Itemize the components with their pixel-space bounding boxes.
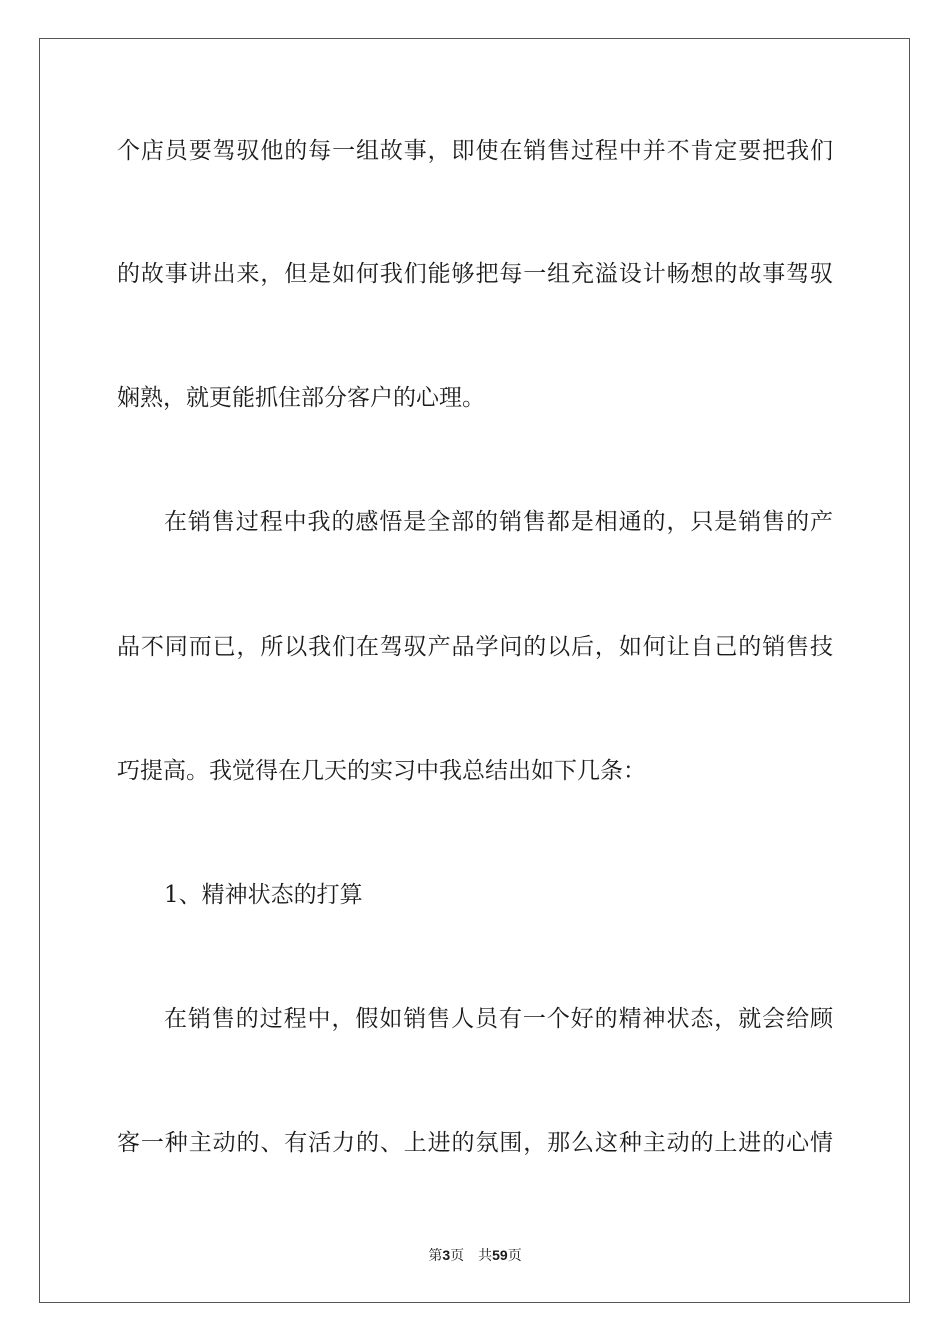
body-line-6: 巧提高。我觉得在几天的实习中我总结出如下几条：	[117, 758, 646, 784]
body-line-8: 在销售的过程中，假如销售人员有一个好的精神状态，就会给顾	[164, 1006, 833, 1032]
page-border	[39, 38, 910, 1303]
body-line-3: 娴熟，就更能抓住部分客户的心理。	[117, 385, 485, 411]
body-line-2: 的故事讲出来，但是如何我们能够把每一组充溢设计畅想的故事驾驭	[117, 261, 833, 287]
body-line-1: 个店员要驾驭他的每一组故事，即使在销售过程中并不肯定要把我们	[117, 138, 833, 164]
body-line-9: 客一种主动的、有活力的、上进的氛围，那么这种主动的上进的心情	[117, 1130, 833, 1156]
section-heading: 1、精神状态的打算	[164, 882, 363, 908]
total-prefix: 共	[478, 1248, 493, 1264]
page-suffix: 页	[450, 1248, 465, 1264]
page-number: 3	[442, 1247, 451, 1263]
total-pages: 59	[492, 1247, 508, 1263]
body-line-4: 在销售过程中我的感悟是全部的销售都是相通的，只是销售的产	[164, 509, 833, 535]
page-prefix: 第	[428, 1248, 443, 1264]
page-footer	[0, 1245, 950, 1266]
body-line-5: 品不同而已，所以我们在驾驭产品学问的以后，如何让自己的销售技	[117, 634, 833, 660]
total-suffix: 页	[507, 1248, 522, 1264]
